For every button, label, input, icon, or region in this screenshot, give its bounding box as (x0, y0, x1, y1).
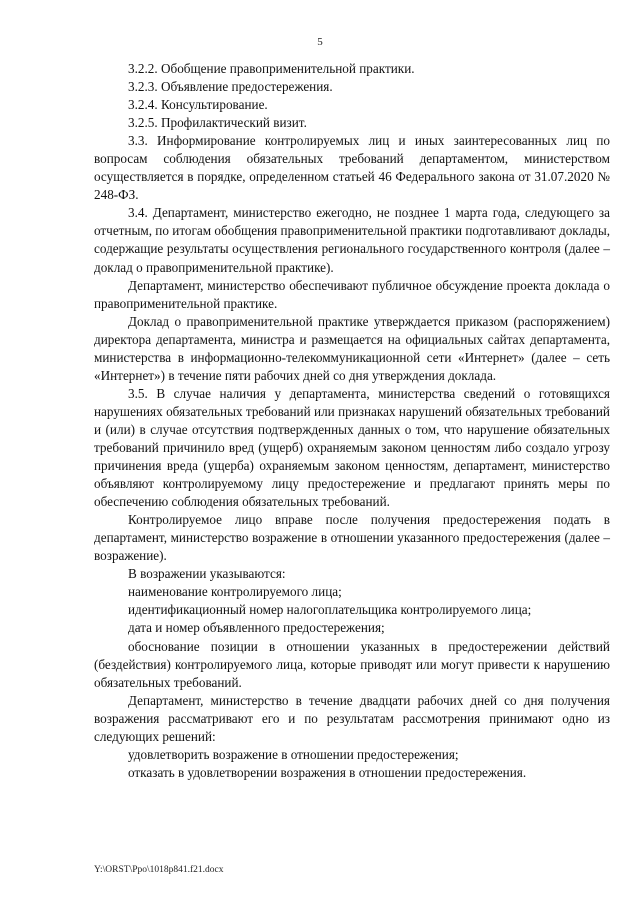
paragraph-3-2-3: 3.2.3. Объявление предостережения. (128, 79, 333, 95)
paragraph-report-approval: Доклад о правоприменительной практике утверждается приказом (распоряжением) директора департамента, министра и размещается на официальных сайтах департамента, министерства в информационно-телекоммуникационной сети «Интернет» (далее – сеть «Интернет») в течение пяти рабочих дней со дня утверждения доклада. (94, 313, 610, 383)
paragraph-3-5: 3.5. В случае наличия у департамента, министерства сведений о готовящихся нарушениях обязательных требований или признаках нарушений обязательных требований и (или) в случае отсутствия подтвержденных данных о том, что нарушение обязательных требований причинило вред (ущерб) охраняемым законом ценностям либо создало угрозу причинения вреда (ущерба) охраняемым законом ценностям, департамент, министерство объявляют контролируемому лицу предостережение и предлагают принять меры по обеспечению соблюдения обязательных требований. (94, 385, 610, 510)
list-item-inn: идентификационный номер налогоплательщика контролируемого лица; (128, 602, 532, 618)
list-item-justification: обоснование позиции в отношении указанных в предостережении действий (бездействия) контролируемого лица, которые приводят или могут привести к нарушению обязательных требований. (94, 638, 610, 690)
page-number: 5 (317, 36, 323, 48)
footer-file-path: Y:\ORST\Ppo\1018p841.f21.docx (94, 865, 224, 875)
paragraph-review-objection: Департамент, министерство в течение двадцати рабочих дней со дня получения возражения рассматривают его и по результатам рассмотрения принимают одно из следующих решений: (94, 692, 610, 744)
paragraph-3-2-2: 3.2.2. Обобщение правоприменительной практики. (128, 61, 415, 76)
document-body (94, 60, 610, 782)
paragraph-objection-contents: В возражении указываются: (128, 566, 286, 582)
list-item-name: наименование контролируемого лица; (128, 584, 342, 600)
paragraph-3-4: 3.4. Департамент, министерство ежегодно, не позднее 1 марта года, следующего за отчетным, по итогам обобщения правоприменительной практики подготавливают доклады, содержащие результаты осуществления регионального государственного контроля (далее – доклад о правоприменительной практике). (94, 205, 610, 275)
paragraph-3-2-5: 3.2.5. Профилактический визит. (128, 115, 307, 131)
paragraph-3-2-4: 3.2.4. Консультирование. (128, 97, 268, 113)
paragraph-public-discussion: Департамент, министерство обеспечивают публичное обсуждение проекта доклада о правоприменительной практике. (94, 277, 610, 311)
paragraph-3-3: 3.3. Информирование контролируемых лиц и иных заинтересованных лиц по вопросам соблюдения обязательных требований департаментом, министерством осуществляется в порядке, определенном статьей 46 Федерального закона от 31.07.2020 № 248-ФЗ. (94, 133, 610, 203)
decision-refuse: отказать в удовлетворении возражения в отношении предостережения. (128, 764, 527, 780)
list-item-date-number: дата и номер объявленного предостережения; (128, 620, 385, 636)
decision-satisfy: удовлетворить возражение в отношении предостережения; (128, 746, 459, 762)
paragraph-objection-right: Контролируемое лицо вправе после получения предостережения подать в департамент, министерство возражение в отношении указанного предостережения (далее – возражение). (94, 512, 610, 564)
